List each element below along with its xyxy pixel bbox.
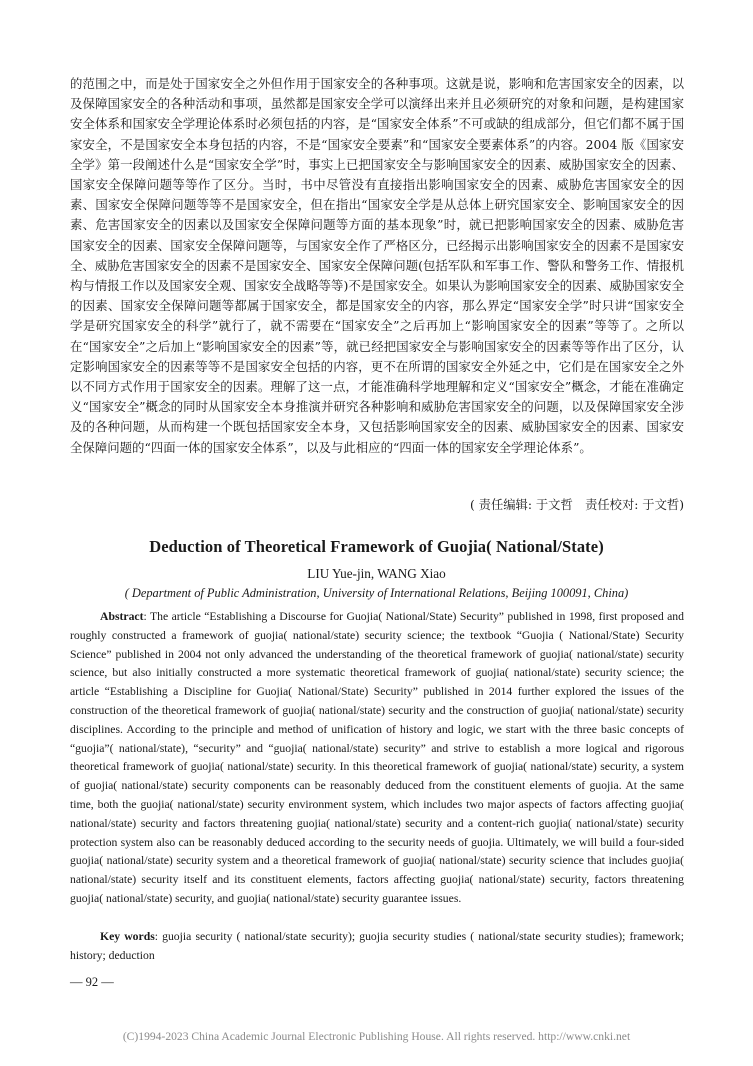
editor-credits: ( 责任编辑: 于文哲 责任校对: 于文哲) <box>469 498 684 512</box>
abstract-label: Abstract <box>100 610 144 623</box>
english-article-title: Deduction of Theoretical Framework of Guojia( National/State) <box>149 537 604 556</box>
page-number: — 92 — <box>70 975 114 989</box>
keywords-text: : guojia security ( national/state security); guojia security studies ( national/state security studies); framework; history; deduction <box>70 930 684 962</box>
abstract-text: : The article “Establishing a Discourse for Guojia( National/State) Security” published in 1998, first proposed and roughly constructed a framework of guojia( national/state) security science; the textbook “Guojia ( National/State) Security Science” published in 2004 not only advanced the understanding of the theoretical framework of guojia( national/state) security science, but also initially constructed a more systematic theoretical framework of guojia( national/state) security science; the article “Establishing a Discipline for Guojia( National/State) Security” published in 2014 further explored the issues of the construction of the theoretical framework of guojia( national/state) security and the construction of guojia( national/state) security disciplines. According to the principle and method of unification of history and logic, we start with the three basic concepts of “guojia”( national/state), “security” and “guojia( national/state) security” and strive to establish a more logical and rigorous theoretical framework of guojia( national/state) security. In this theoretical framework of guojia( national/state) security, a system of guojia( national/state) security components can be reasonably deduced from the constituent elements of guojia. At the same time, both the guojia( national/state) security environment system, which includes two major aspects of factors affecting guojia( national/state) security and factors threatening guojia( national/state) security and a content-rich guojia( national/state) security protection system also can be reasonably deduced according to the security needs of guojia. Ultimately, we will build a four-sided guojia( national/state) security system and a theoretical framework of guojia( national/state) security science that includes guojia( national/state) security itself and its constituent elements, factors affecting guojia( national/state) security, factors threatening guojia( national/state) security, and guojia( national/state) security guarantee issues. <box>70 610 684 905</box>
chinese-body-paragraph: 的范围之中，而是处于国家安全之外但作用于国家安全的各种事项。这就是说，影响和危害国家安全的因素，以及保障国家安全的各种活动和事项，虽然都是国家安全学可以演绎出来并且必须研究的对象和问题，是构建国家安全体系和国家安全学理论体系时必须包括的内容，是“国家安全体系”不可或缺的组成部分，但它们都不属于国家安全，不是国家安全本身包括的内容，不是“国家安全要素”和“国家安全要素体系”的内容。2004 版《国家安全学》第一段阐述什么是“国家安全学”时，事实上已把国家安全与影响国家安全的因素、威胁国家安全的因素、国家安全保障问题等等作了区分。当时，书中尽管没有直接指出影响国家安全的因素、威胁危害国家安全的因素、国家安全保障问题等等不是国家安全，但在指出“国家安全学是从总体上研究国家安全、影响国家安全的因素、危害国家安全的因素以及国家安全保障问题等方面的基本现象”时，就已把影响国家安全的因素、威胁危害国家安全的因素、国家安全保障问题等，与国家安全作了严格区分，已经揭示出影响国家安全的因素不是国家安全、威胁危害国家安全的因素不是国家安全、国家安全保障问题(包括军队和军事工作、警队和警务工作、情报机构与情报工作以及国家安全观、国家安全战略等等)不是国家安全。如果认为影响国家安全的因素、威胁国家安全的因素、国家安全保障问题等都属于国家安全，都是国家安全的内容，那么界定“国家安全学”时只讲“国家安全学是研究国家安全的科学”就行了，就不需要在“国家安全”之后再加上“影响国家安全的因素”等等了。之所以在“国家安全”之后加上“影响国家安全的因素”等，就已经把国家安全与影响国家安全的因素等等作出了区分，认定影响国家安全的因素等等不是国家安全包括的内容，更不在所谓的国家安全外延之中，它们是在国家安全之外以不同方式作用于国家安全的因素。理解了这一点，才能准确科学地理解和定义“国家安全”概念，才能在准确定义“国家安全”概念的同时从国家安全本身推演并研究各种影响和威胁危害国家安全的问题，以及保障国家安全涉及的各种问题，从而构建一个既包括国家安全本身，又包括影响国家安全的因素、威胁国家安全的因素、国家安全保障问题的“四面一体的国家安全体系”，以及与此相应的“四面一体的国家安全学理论体系”。 <box>70 76 684 455</box>
affiliation: ( Department of Public Administration, University of International Relations, Beijing 100091, China) <box>124 586 629 600</box>
keywords-label: Key words <box>100 930 155 943</box>
abstract <box>70 608 684 909</box>
keywords <box>70 928 684 966</box>
authors: LIU Yue-jin, WANG Xiao <box>307 566 446 581</box>
copyright-footer: (C)1994-2023 China Academic Journal Electronic Publishing House. All rights reserved. http://www.cnki.net <box>122 1030 631 1043</box>
